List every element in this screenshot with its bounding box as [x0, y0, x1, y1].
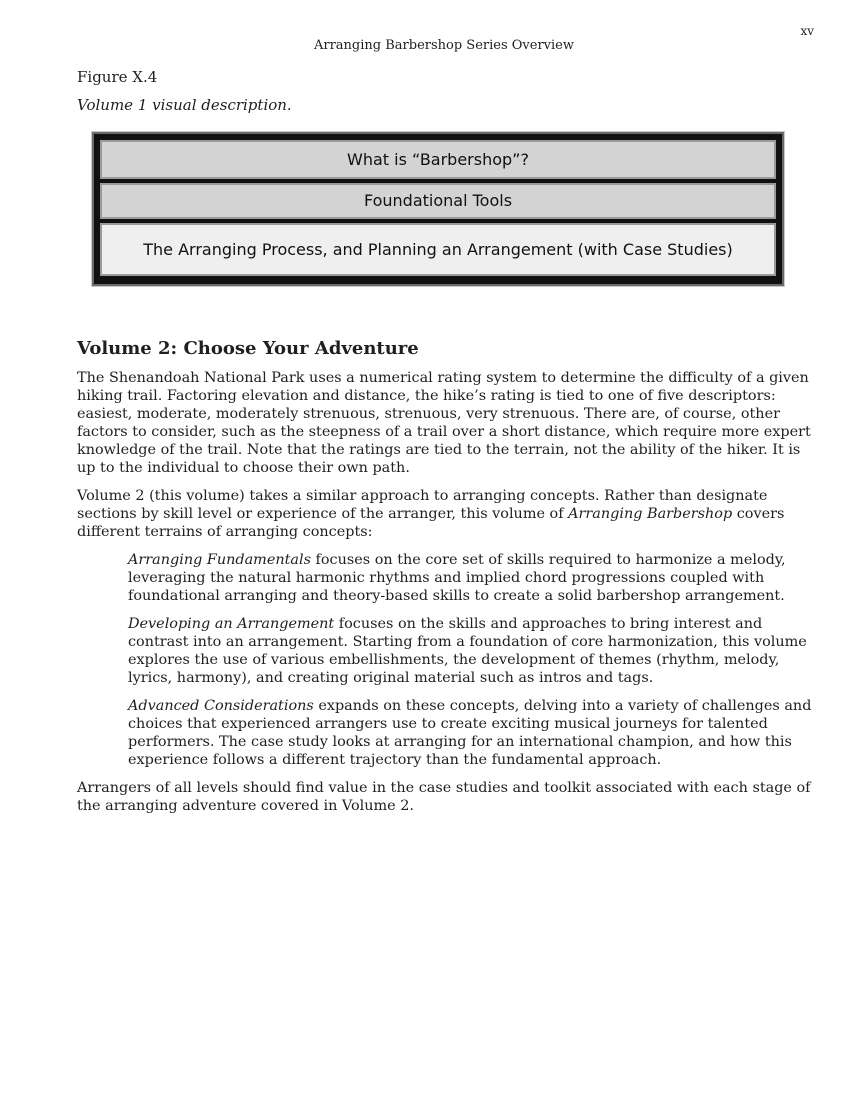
figure-label: Figure X.4 — [77, 68, 158, 86]
running-header: Arranging Barbershop Series Overview — [313, 38, 575, 53]
para2-text-after: covers different terrains of arranging concepts: — [77, 506, 785, 540]
diagram-layer-arranging-process: The Arranging Process, and Planning an Arrangement (with Case Studies) — [100, 223, 776, 276]
item-title: Arranging Fundamentals — [128, 552, 311, 568]
page-content — [77, 68, 817, 825]
item-title: Developing an Arrangement — [128, 616, 335, 632]
paragraph-volume-2 — [77, 487, 817, 541]
diagram-layer-barbershop: What is “Barbershop”? — [100, 140, 776, 179]
diagram-layer-foundational-tools: Foundational Tools — [100, 183, 776, 219]
item-title: Advanced Considerations — [128, 698, 314, 714]
list-item-arranging-fundamentals — [128, 551, 817, 605]
para2-text-before: Volume 2 (this volume) takes a similar approach to arranging concepts. Rather than designate sections by skill level or experience of the arranger, this volume of — [77, 488, 768, 522]
page-number: xv — [800, 24, 814, 38]
paragraph-closing: Arrangers of all levels should find value in the case studies and toolkit associated with each stage of the arranging adventure covered in Volume 2. — [77, 780, 811, 814]
item-text: focuses on the core set of skills required to harmonize a melody, leveraging the natural harmonic rhythms and implied chord progressions coupled with foundational arranging and theory-based skills to create a solid barbershop arrangement. — [128, 552, 786, 604]
paragraph-shenandoah: The Shenandoah National Park uses a numerical rating system to determine the difficulty of a given hiking trail. Factoring elevation and distance, the hike’s rating is tied to one of five descriptors: easiest, moderate, moderately strenuous, strenuous, very strenuous. There are, of course, other factors to consider, such as the steepness of a trail over a short distance, which require more expert knowledge of the trail. Note that the ratings are tied to the terrain, not the ability of the hiker. It is up to the individual to choose their own path. — [77, 370, 811, 476]
figure-caption: Volume 1 visual description. — [77, 96, 292, 114]
section-heading: Volume 2: Choose Your Adventure — [77, 338, 419, 359]
list-item-advanced-considerations — [128, 697, 817, 769]
list-item-developing-arrangement — [128, 615, 817, 687]
book-title: Arranging Barbershop — [568, 506, 733, 522]
volume-diagram — [92, 132, 784, 286]
item-text: focuses on the skills and approaches to bring interest and contrast into an arrangement. Starting from a foundation of core harmonization, this volume explores the use of various embellishments, the development of themes (rhythm, melody, lyrics, harmony), and creating original material such as intros and tags. — [128, 616, 807, 686]
item-text: expands on these concepts, delving into a variety of challenges and choices that experienced arrangers use to create exciting musical journeys for talented performers. The case study looks at arranging for an international champion, and how this experience follows a different trajectory than the fundamental approach. — [128, 698, 812, 768]
